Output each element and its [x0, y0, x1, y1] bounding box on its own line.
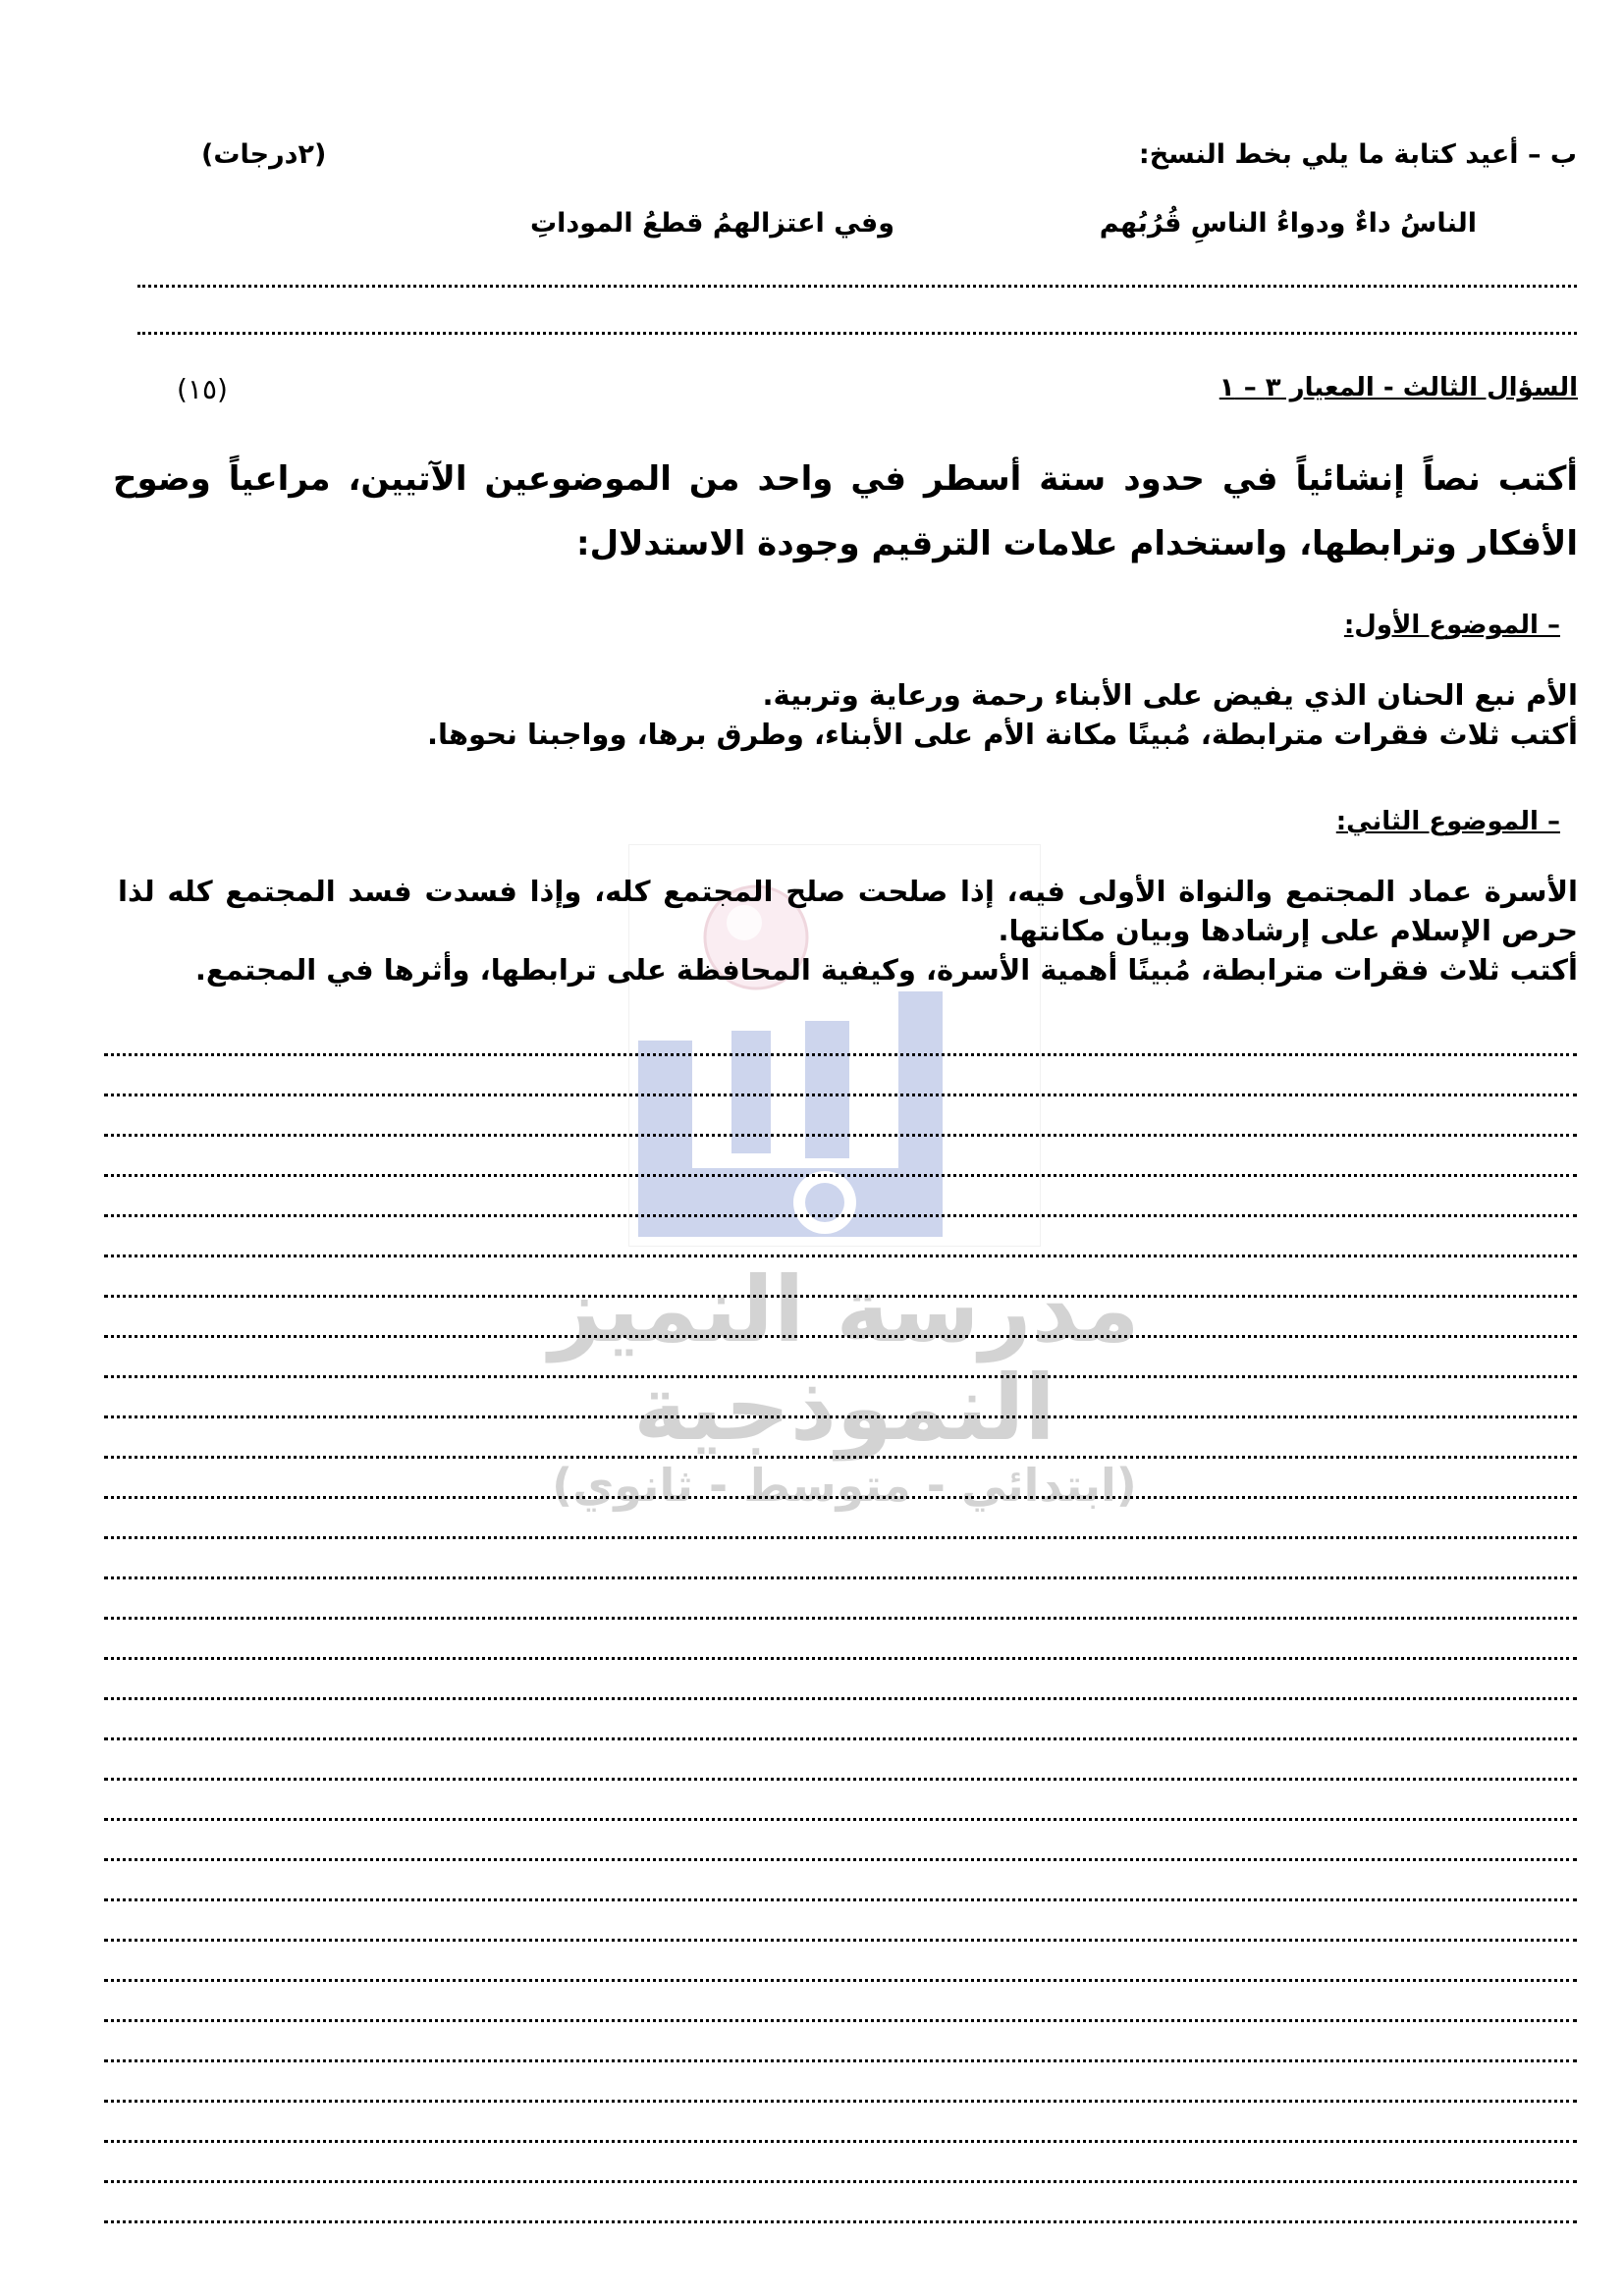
question3-instruction: أكتب نصاً إنشائياً في حدود ستة أسطر في واحد من الموضوعين الآتيين، مراعياً وضوح الأفكار وترابطها، واستخدام علامات الترقيم وجودة الاستدلال:	[113, 459, 1578, 563]
answer-line[interactable]	[104, 1778, 1577, 1781]
topic2-heading: – الموضوع الثاني:	[1335, 807, 1560, 836]
topic1-text	[118, 675, 1578, 754]
answer-line[interactable]	[104, 1576, 1577, 1579]
answer-line[interactable]	[104, 1134, 1577, 1137]
answer-line[interactable]	[137, 332, 1577, 335]
answer-line[interactable]	[104, 2019, 1577, 2022]
answer-line[interactable]	[104, 1174, 1577, 1177]
answer-line[interactable]	[104, 2059, 1577, 2062]
answer-line[interactable]	[104, 1053, 1577, 1056]
answer-line[interactable]	[104, 2180, 1577, 2183]
answer-line[interactable]	[104, 1415, 1577, 1418]
answer-line[interactable]	[104, 2100, 1577, 2103]
answer-line[interactable]	[104, 1939, 1577, 1942]
school-name-watermark	[461, 1257, 1227, 1513]
answer-line[interactable]	[104, 1737, 1577, 1740]
answer-line[interactable]	[104, 1335, 1577, 1338]
answer-line[interactable]	[104, 1979, 1577, 1982]
answer-line[interactable]	[104, 1818, 1577, 1821]
topic1-heading: – الموضوع الأول:	[1343, 611, 1560, 640]
answer-line[interactable]	[137, 285, 1577, 288]
answer-line[interactable]	[104, 1898, 1577, 1901]
question3-title: السؤال الثالث - المعيار ٣ – ١	[1218, 373, 1578, 402]
topic1-line1: الأم نبع الحنان الذي يفيض على الأبناء رحمة ورعاية وتربية.	[762, 678, 1578, 712]
answer-line[interactable]	[104, 1496, 1577, 1499]
question3-score: (١٥)	[177, 373, 228, 405]
section-b-grade: (٢درجات)	[201, 139, 327, 170]
answer-line[interactable]	[104, 1094, 1577, 1096]
topic1-line2: أكتب ثلاث فقرات مترابطة، مُبينًا مكانة الأم على الأبناء، وطرق برها، وواجبنا نحوها.	[426, 718, 1578, 751]
section-b-heading: ب – أعيد كتابة ما يلي بخط النسخ:	[1138, 139, 1577, 170]
answer-line[interactable]	[104, 2220, 1577, 2223]
answer-line[interactable]	[104, 1375, 1577, 1378]
watermark-stages: (ابتدائي - متوسط - ثانوي)	[552, 1459, 1137, 1512]
verse-second-hemistich: وفي اعتزالهمُ قطعُ الموداتِ	[530, 208, 894, 239]
answer-line[interactable]	[104, 1295, 1577, 1298]
topic2-line2: أكتب ثلاث فقرات مترابطة، مُبينًا أهمية الأسرة، وكيفية المحافظة على ترابطها، وأثرها في المجتمع.	[194, 953, 1578, 987]
answer-line[interactable]	[104, 1255, 1577, 1257]
answer-line[interactable]	[104, 1657, 1577, 1660]
answer-line[interactable]	[104, 1617, 1577, 1620]
watermark-school-name: مدرسة النميز النموذجية	[549, 1257, 1140, 1461]
answer-line[interactable]	[104, 1858, 1577, 1861]
answer-line[interactable]	[104, 1456, 1577, 1459]
answer-line[interactable]	[104, 2140, 1577, 2143]
topic2-text	[118, 872, 1578, 989]
topic2-line1: الأسرة عماد المجتمع والنواة الأولى فيه، إذا صلحت صلح المجتمع كله، وإذا فسدت فسد المجتمع كله لذا حرص الإسلام على إرشادها وبيان مكانتها.	[118, 875, 1578, 947]
answer-line[interactable]	[104, 1697, 1577, 1700]
verse-first-hemistich: الناسُ داءٌ ودواءُ الناسِ قُرُبُهم	[1099, 208, 1477, 239]
answer-line[interactable]	[104, 1214, 1577, 1217]
answer-line[interactable]	[104, 1536, 1577, 1539]
